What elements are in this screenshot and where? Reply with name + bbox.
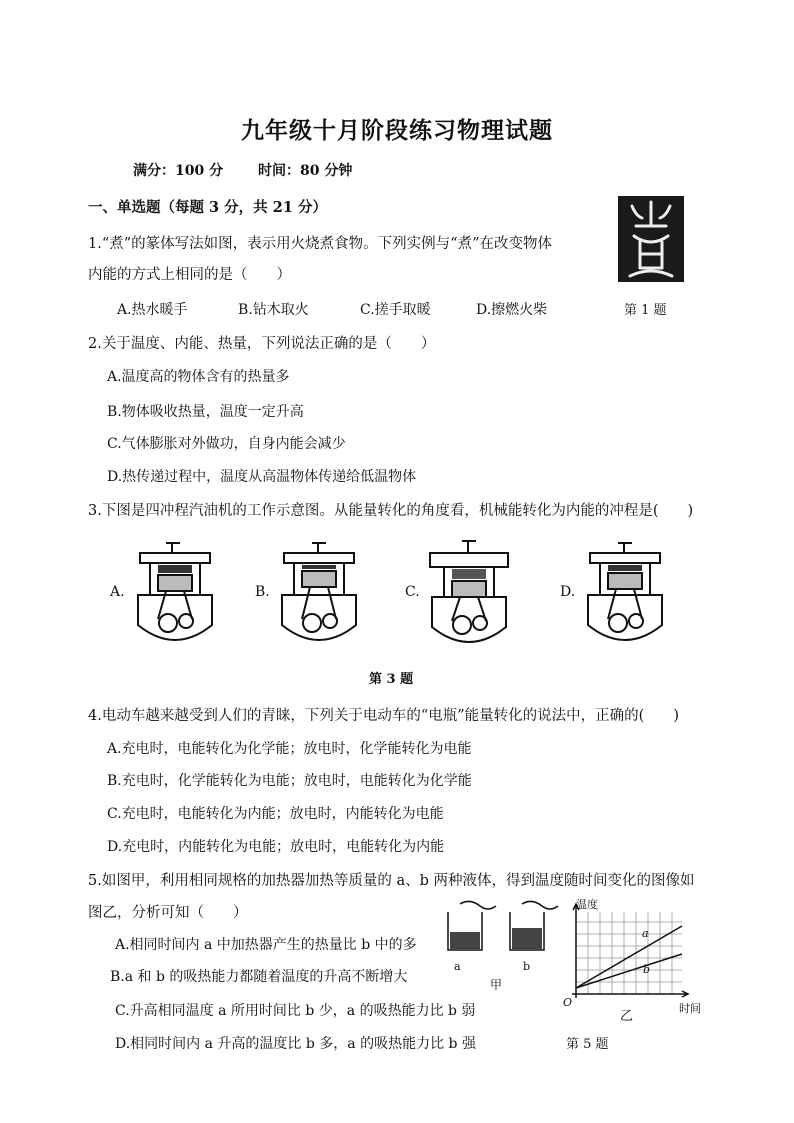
q1-option-d: D.擦燃火柴 [476,302,548,318]
graph-line-a [576,926,682,988]
beaker-b-label: b [523,960,531,973]
q4-stem: 4.电动车越来越受到人们的青睐，下列关于电动车的“电瓶”能量转化的说法中，正确的( ) [88,708,679,724]
graph-line-b [576,954,682,988]
engine-diagram-a [128,535,222,653]
engine-diagram-b [272,535,366,653]
q5-option-c: C.升高相同温度 a 所用时间比 b 少，a 的吸热能力比 b 弱 [115,1003,476,1019]
q5-option-b: B.a 和 b 的吸热能力都随着温度的升高不断增大 [110,969,408,985]
beaker-a-label: a [454,960,461,973]
q4-option-a: A.充电时，电能转化为化学能；放电时，化学能转化为电能 [107,741,472,757]
q1-option-a: A.热水暖手 [117,302,188,318]
temperature-time-graph [570,902,690,1002]
engine-diagram-d [578,535,672,653]
q1-option-b: B.钻木取火 [238,302,309,318]
q1-stem-line1: 1.“煮”的篆体写法如图，表示用火烧煮食物。下列实例与“煮”在改变物体 [88,236,552,252]
q1-option-c: C.搓手取暖 [360,302,431,318]
q3-stem: 3.下图是四冲程汽油机的工作示意图。从能量转化的角度看，机械能转化为内能的冲程是( ) [88,503,694,519]
exam-time: 时间：80 分钟 [258,163,353,179]
page-title: 九年级十月阶段练习物理试题 [241,117,553,144]
q3-label-a: A. [110,584,125,600]
q2-option-a: A.温度高的物体含有的热量多 [107,369,290,385]
q3-label-d: D. [560,584,576,600]
q5-option-d: D.相同时间内 a 升高的温度比 b 多，a 的吸热能力比 b 强 [115,1036,476,1052]
graph-y-axis-label: 温度 [576,898,598,911]
q3-label-c: C. [405,584,420,600]
engine-diagram-c [422,535,516,653]
q3-label-b: B. [255,584,270,600]
q1-stem-line2: 内能的方式上相同的是（ ） [88,267,291,283]
q4-option-c: C.充电时，电能转化为内能；放电时，内能转化为电能 [107,806,444,822]
q5-stem-line2: 图乙，分析可知（ ） [88,905,248,921]
beaker-figure [440,898,560,958]
q1-figure-caption: 第 1 题 [624,303,667,318]
q4-option-b: B.充电时，化学能转化为电能；放电时，电能转化为化学能 [107,773,472,789]
section-heading: 一、单选题（每题 3 分，共 21 分） [88,199,327,216]
q5-stem-line1: 5.如图甲，利用相同规格的加热器加热等质量的 a、b 两种液体，得到温度随时间变化的图像如 [88,873,695,889]
q2-option-b: B.物体吸收热量，温度一定升高 [107,404,304,420]
q5-figure-caption: 第 5 题 [566,1037,609,1052]
q2-option-d: D.热传递过程中，温度从高温物体传递给低温物体 [107,469,417,485]
q4-option-d: D.充电时，内能转化为电能；放电时，电能转化为内能 [107,839,445,855]
graph-line-a-label: a [642,927,649,940]
graph-line-b-label: b [643,963,651,976]
q2-stem: 2.关于温度、内能、热量，下列说法正确的是（ ） [88,336,436,352]
graph-origin-label: O [563,996,573,1009]
figure-jia-label: 甲 [490,978,503,992]
q2-option-c: C.气体膨胀对外做功，自身内能会减少 [107,436,346,452]
graph-x-axis-label: 时间 [679,1002,701,1015]
full-score: 满分：100 分 [133,163,224,179]
seal-script-zhu-image [618,196,684,282]
q5-option-a: A.相同时间内 a 中加热器产生的热量比 b 中的多 [115,937,417,953]
q3-figure-caption: 第 3 题 [369,672,414,687]
figure-yi-label: 乙 [620,1009,634,1024]
